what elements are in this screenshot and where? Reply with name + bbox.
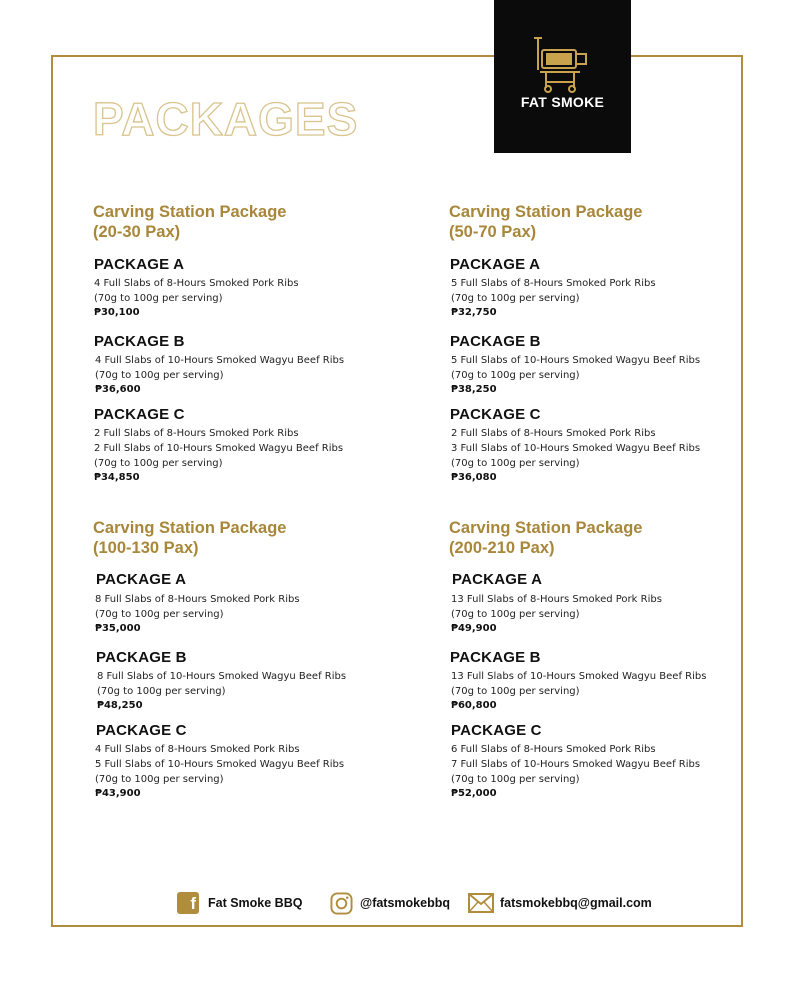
email-link[interactable] xyxy=(468,891,652,915)
package-price: ₱60,800 xyxy=(451,700,497,711)
package-b-name: PACKAGE B xyxy=(96,649,187,666)
instagram-icon xyxy=(330,892,353,915)
package-line: 6 Full Slabs of 8-Hours Smoked Pork Ribs xyxy=(451,744,656,755)
facebook-icon: f xyxy=(177,892,199,914)
email-label: fatsmokebbq@gmail.com xyxy=(500,896,652,910)
package-a-name: PACKAGE A xyxy=(450,256,541,273)
package-line: 2 Full Slabs of 8-Hours Smoked Pork Ribs xyxy=(94,428,299,439)
package-line: 4 Full Slabs of 8-Hours Smoked Pork Ribs xyxy=(95,744,300,755)
package-c-name: PACKAGE C xyxy=(451,722,542,739)
package-price: ₱49,900 xyxy=(451,623,497,634)
section-title: Carving Station Package (200-210 Pax) xyxy=(449,519,643,557)
package-b-name: PACKAGE B xyxy=(450,649,541,666)
package-price: ₱48,250 xyxy=(97,700,143,711)
package-line: 4 Full Slabs of 8-Hours Smoked Pork Ribs xyxy=(94,278,299,289)
package-line: 5 Full Slabs of 10-Hours Smoked Wagyu Beef Ribs xyxy=(451,355,701,366)
smoker-grill-icon xyxy=(532,36,594,94)
section-title: Carving Station Package (50-70 Pax) xyxy=(449,203,643,241)
package-a-name: PACKAGE A xyxy=(452,571,543,588)
package-b-name: PACKAGE B xyxy=(94,333,185,350)
package-line: (70g to 100g per serving) xyxy=(94,293,223,304)
package-c-name: PACKAGE C xyxy=(450,406,541,423)
package-price: ₱32,750 xyxy=(451,307,497,318)
package-c-name: PACKAGE C xyxy=(94,406,185,423)
package-line: (70g to 100g per serving) xyxy=(94,458,223,469)
package-line: 2 Full Slabs of 10-Hours Smoked Wagyu Beef Ribs xyxy=(94,443,344,454)
package-price: ₱35,000 xyxy=(95,623,141,634)
brand-name: FAT SMOKE xyxy=(520,94,605,110)
package-line: (70g to 100g per serving) xyxy=(451,686,580,697)
package-line: 5 Full Slabs of 8-Hours Smoked Pork Ribs xyxy=(451,278,656,289)
section-20-30-pax xyxy=(93,202,393,483)
facebook-link[interactable] xyxy=(177,891,302,915)
package-line: (70g to 100g per serving) xyxy=(451,774,580,785)
envelope-icon xyxy=(468,893,494,913)
instagram-link[interactable] xyxy=(330,891,450,915)
package-line: 13 Full Slabs of 8-Hours Smoked Pork Ribs xyxy=(451,594,662,605)
package-line: 2 Full Slabs of 8-Hours Smoked Pork Ribs xyxy=(451,428,656,439)
package-price: ₱36,600 xyxy=(95,384,141,395)
instagram-label: @fatsmokebbq xyxy=(360,896,450,910)
section-200-210-pax xyxy=(449,518,749,799)
package-line: 8 Full Slabs of 10-Hours Smoked Wagyu Beef Ribs xyxy=(97,671,347,682)
package-line: (70g to 100g per serving) xyxy=(451,609,580,620)
package-a-name: PACKAGE A xyxy=(96,571,187,588)
section-title: Carving Station Package (100-130 Pax) xyxy=(93,519,287,557)
section-title: Carving Station Package (20-30 Pax) xyxy=(93,203,287,241)
package-line: (70g to 100g per serving) xyxy=(95,370,224,381)
brand-logo xyxy=(494,0,631,153)
page-title: PACKAGES xyxy=(93,93,359,145)
package-line: 7 Full Slabs of 10-Hours Smoked Wagyu Beef Ribs xyxy=(451,759,701,770)
package-line: 5 Full Slabs of 10-Hours Smoked Wagyu Beef Ribs xyxy=(95,759,345,770)
package-line: 3 Full Slabs of 10-Hours Smoked Wagyu Beef Ribs xyxy=(451,443,701,454)
package-price: ₱34,850 xyxy=(94,472,140,483)
package-price: ₱30,100 xyxy=(94,307,140,318)
package-price: ₱36,080 xyxy=(451,472,497,483)
package-line: 4 Full Slabs of 10-Hours Smoked Wagyu Beef Ribs xyxy=(95,355,345,366)
section-50-70-pax xyxy=(449,202,749,483)
package-price: ₱43,900 xyxy=(95,788,141,799)
package-b-name: PACKAGE B xyxy=(450,333,541,350)
package-a-name: PACKAGE A xyxy=(94,256,185,273)
package-c-name: PACKAGE C xyxy=(96,722,187,739)
package-line: 13 Full Slabs of 10-Hours Smoked Wagyu Beef Ribs xyxy=(451,671,707,682)
package-line: (70g to 100g per serving) xyxy=(97,686,226,697)
package-line: (70g to 100g per serving) xyxy=(95,609,224,620)
package-price: ₱38,250 xyxy=(451,384,497,395)
package-line: 8 Full Slabs of 8-Hours Smoked Pork Ribs xyxy=(95,594,300,605)
package-line: (70g to 100g per serving) xyxy=(451,458,580,469)
page-border xyxy=(51,55,743,927)
package-line: (70g to 100g per serving) xyxy=(95,774,224,785)
section-100-130-pax xyxy=(93,518,393,799)
package-line: (70g to 100g per serving) xyxy=(451,293,580,304)
facebook-label: Fat Smoke BBQ xyxy=(208,896,303,910)
package-price: ₱52,000 xyxy=(451,788,497,799)
package-line: (70g to 100g per serving) xyxy=(451,370,580,381)
